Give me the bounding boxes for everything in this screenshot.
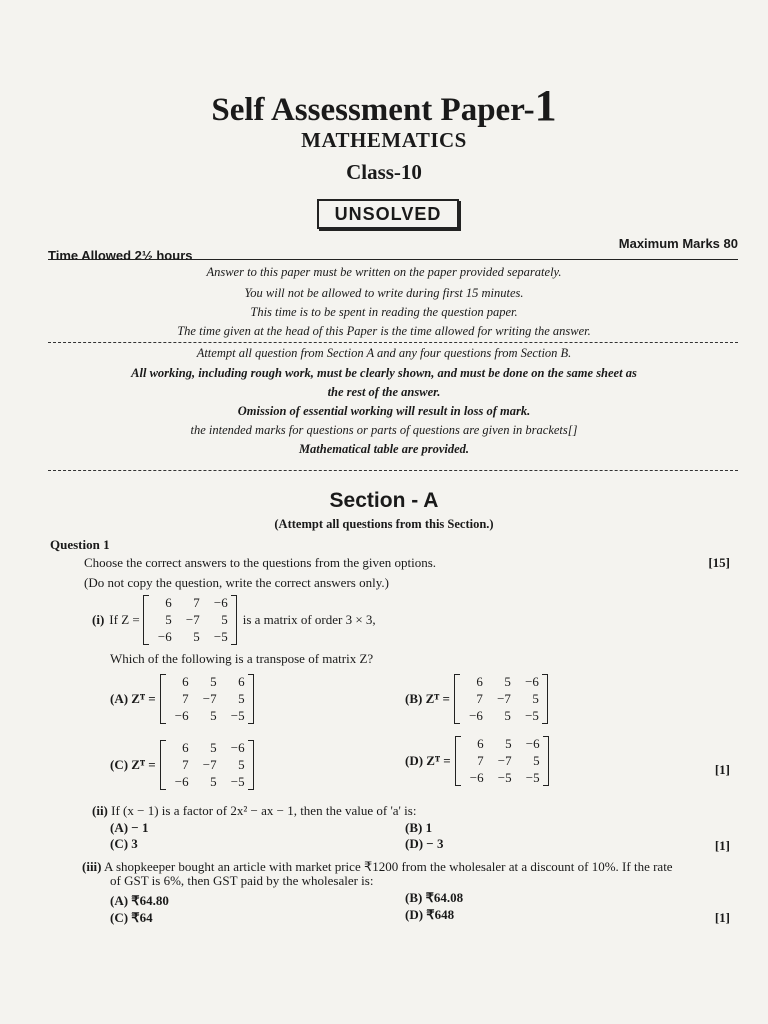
transpose-question: Which of the following is a transpose of matrix Z? xyxy=(110,651,374,666)
part-iii-option-a: (A) ₹64.80 xyxy=(110,893,169,908)
part-i-marks: [1] xyxy=(714,762,730,777)
option-c: (C) Zᵀ = 6 5 −6 7 −7 5 −6 5 −5 xyxy=(110,740,254,790)
instruction-line: Answer to this paper must be written on the paper provided separately. xyxy=(206,265,562,279)
option-a: (A) Zᵀ = 6 5 6 7 −7 5 −6 5 −5 xyxy=(110,674,254,724)
part-ii-option-a: (A) − 1 xyxy=(110,820,149,835)
section-note: (Attempt all questions from this Section.) xyxy=(274,517,494,531)
instruction-line: The time given at the head of this Paper is the time allowed for writing the answer. xyxy=(177,324,591,338)
subject: MATHEMATICS xyxy=(301,128,467,152)
part-iii-option-d: (D) ₹648 xyxy=(405,907,455,922)
part-ii-marks: [1] xyxy=(714,838,730,853)
section-title: Section - A xyxy=(329,489,439,512)
maximum-marks: Maximum Marks 80 xyxy=(618,236,738,251)
header-rule xyxy=(48,259,738,260)
part-ii-option-d: (D) − 3 xyxy=(405,836,444,851)
option-b: (B) Zᵀ = 6 5 −6 7 −7 5 −6 5 −5 xyxy=(405,674,548,724)
matrix-z: 6 7 −6 5 −7 5 −6 5 −5 xyxy=(143,595,237,645)
unsolved-badge: UNSOLVED xyxy=(317,199,459,229)
matrix-label: If Z = xyxy=(109,612,140,627)
instruction-line: You will not be allowed to write during first 15 minutes. xyxy=(244,286,524,300)
part-iii-option-c: (C) ₹64 xyxy=(110,910,153,925)
part-iii-question-cont: of GST is 6%, then GST paid by the wholesaler is: xyxy=(110,873,374,888)
part-ii-option-b: (B) 1 xyxy=(405,820,433,835)
part-ii-question: (ii) If (x − 1) is a factor of 2x² − ax − 1, then the value of 'a' is: xyxy=(92,803,417,818)
instruction-line: This time is to be spent in reading the question paper. xyxy=(250,305,518,319)
question-marks: [15] xyxy=(708,555,730,570)
instruction-tables: Mathematical table are provided. xyxy=(298,442,470,456)
option-d: (D) Zᵀ = 6 5 −6 7 −7 5 −6 −5 −5 xyxy=(405,736,549,786)
part-iii-question: (iii) A shopkeeper bought an article with market price ₹1200 from the wholesaler at a discount of 10%. If the rate xyxy=(82,859,673,874)
question-label: Question 1 xyxy=(50,537,110,552)
question-note: (Do not copy the question, write the correct answers only.) xyxy=(84,575,389,590)
instruction-working-cont: the rest of the answer. xyxy=(327,385,441,399)
matrix-order-text: is a matrix of order 3 × 3, xyxy=(242,612,376,627)
question-intro: Choose the correct answers to the questions from the given options. xyxy=(84,555,437,570)
part-iii-marks: [1] xyxy=(714,910,730,925)
part-i-question xyxy=(92,595,376,645)
instruction-attempt: Attempt all question from Section A and any four questions from Section B. xyxy=(196,346,572,360)
time-allowed: Time Allowed 2½ hours xyxy=(48,248,193,263)
dashed-divider xyxy=(48,342,738,343)
instruction-omission: Omission of essential working will result in loss of mark. xyxy=(237,404,531,418)
part-ii-option-c: (C) 3 xyxy=(110,836,138,851)
instruction-intended: the intended marks for questions or parts of questions are given in brackets[] xyxy=(190,423,578,437)
paper-title: Self Assessment Paper-1 xyxy=(211,81,557,130)
instruction-working: All working, including rough work, must be clearly shown, and must be done on the same sheet as xyxy=(131,366,637,380)
part-number: (i) xyxy=(92,612,105,627)
part-iii-option-b: (B) ₹64.08 xyxy=(405,890,464,905)
dashed-divider xyxy=(48,470,738,471)
class-label: Class-10 xyxy=(346,160,422,184)
